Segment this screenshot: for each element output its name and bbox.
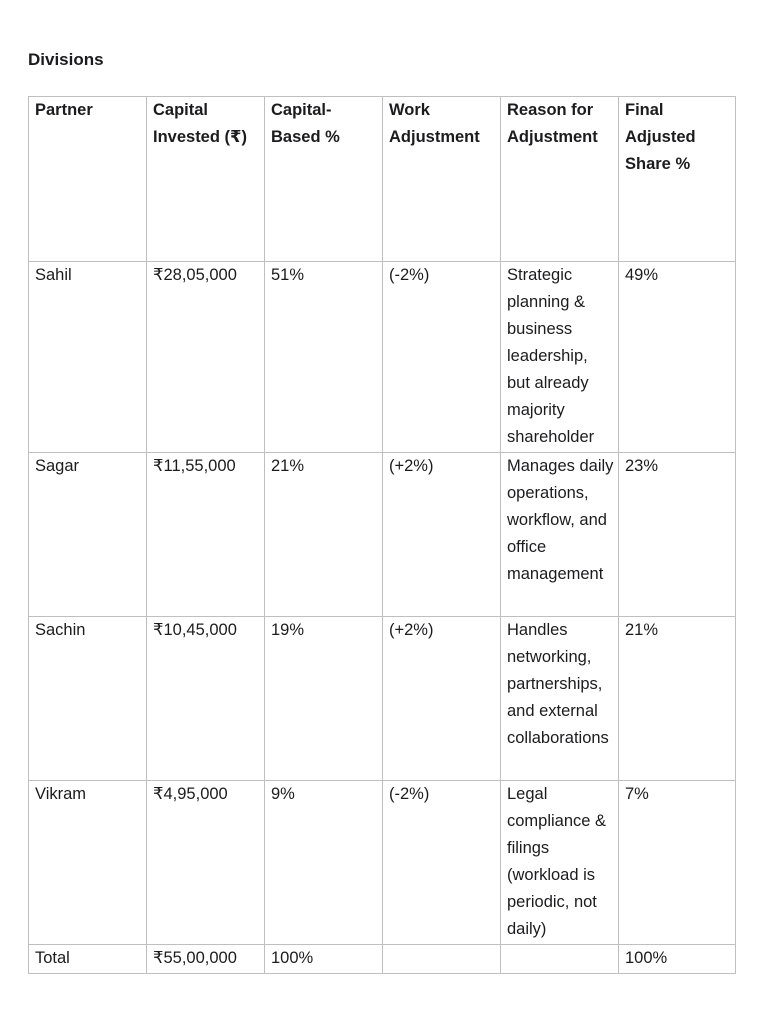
cell-final-share: 7% — [619, 781, 736, 945]
cell-total-reason — [501, 945, 619, 974]
cell-capital-based-pct: 51% — [265, 262, 383, 453]
cell-final-share: 23% — [619, 453, 736, 617]
cell-work-adjustment: (+2%) — [383, 453, 501, 617]
header-capital-invested: Capital Invested (₹) — [147, 97, 265, 262]
header-capital-based-pct: Capital-Based % — [265, 97, 383, 262]
cell-partner: Sagar — [29, 453, 147, 617]
header-final-adjusted-share: Final Adjusted Share % — [619, 97, 736, 262]
cell-final-share: 49% — [619, 262, 736, 453]
table-row — [29, 453, 736, 617]
table-header-row — [29, 97, 736, 262]
cell-capital-invested: ₹28,05,000 — [147, 262, 265, 453]
table-row — [29, 617, 736, 781]
table-row — [29, 781, 736, 945]
table-row — [29, 262, 736, 453]
cell-capital-based-pct: 19% — [265, 617, 383, 781]
cell-capital-invested: ₹4,95,000 — [147, 781, 265, 945]
cell-capital-invested: ₹11,55,000 — [147, 453, 265, 617]
cell-partner: Sachin — [29, 617, 147, 781]
cell-partner: Vikram — [29, 781, 147, 945]
cell-capital-based-pct: 9% — [265, 781, 383, 945]
cell-reason: Legal compliance & filings (workload is periodic, not daily) — [501, 781, 619, 945]
cell-capital-based-pct: 21% — [265, 453, 383, 617]
cell-reason: Handles networking, partnerships, and external collaborations — [501, 617, 619, 781]
cell-total-capital-pct: 100% — [265, 945, 383, 974]
header-work-adjustment: Work Adjustment — [383, 97, 501, 262]
cell-capital-invested: ₹10,45,000 — [147, 617, 265, 781]
page-heading: Divisions — [28, 50, 104, 69]
cell-work-adjustment: (-2%) — [383, 262, 501, 453]
cell-reason: Manages daily operations, workflow, and office management — [501, 453, 619, 617]
cell-total-capital: ₹55,00,000 — [147, 945, 265, 974]
cell-work-adjustment: (-2%) — [383, 781, 501, 945]
cell-total-label: Total — [29, 945, 147, 974]
divisions-table — [28, 96, 736, 974]
cell-work-adjustment: (+2%) — [383, 617, 501, 781]
header-reason-for-adjustment: Reason for Adjustment — [501, 97, 619, 262]
table-total-row — [29, 945, 736, 974]
header-partner: Partner — [29, 97, 147, 262]
cell-partner: Sahil — [29, 262, 147, 453]
cell-total-work-adjustment — [383, 945, 501, 974]
cell-total-final-share: 100% — [619, 945, 736, 974]
cell-final-share: 21% — [619, 617, 736, 781]
cell-reason: Strategic planning & business leadership, but already majority shareholder — [501, 262, 619, 453]
